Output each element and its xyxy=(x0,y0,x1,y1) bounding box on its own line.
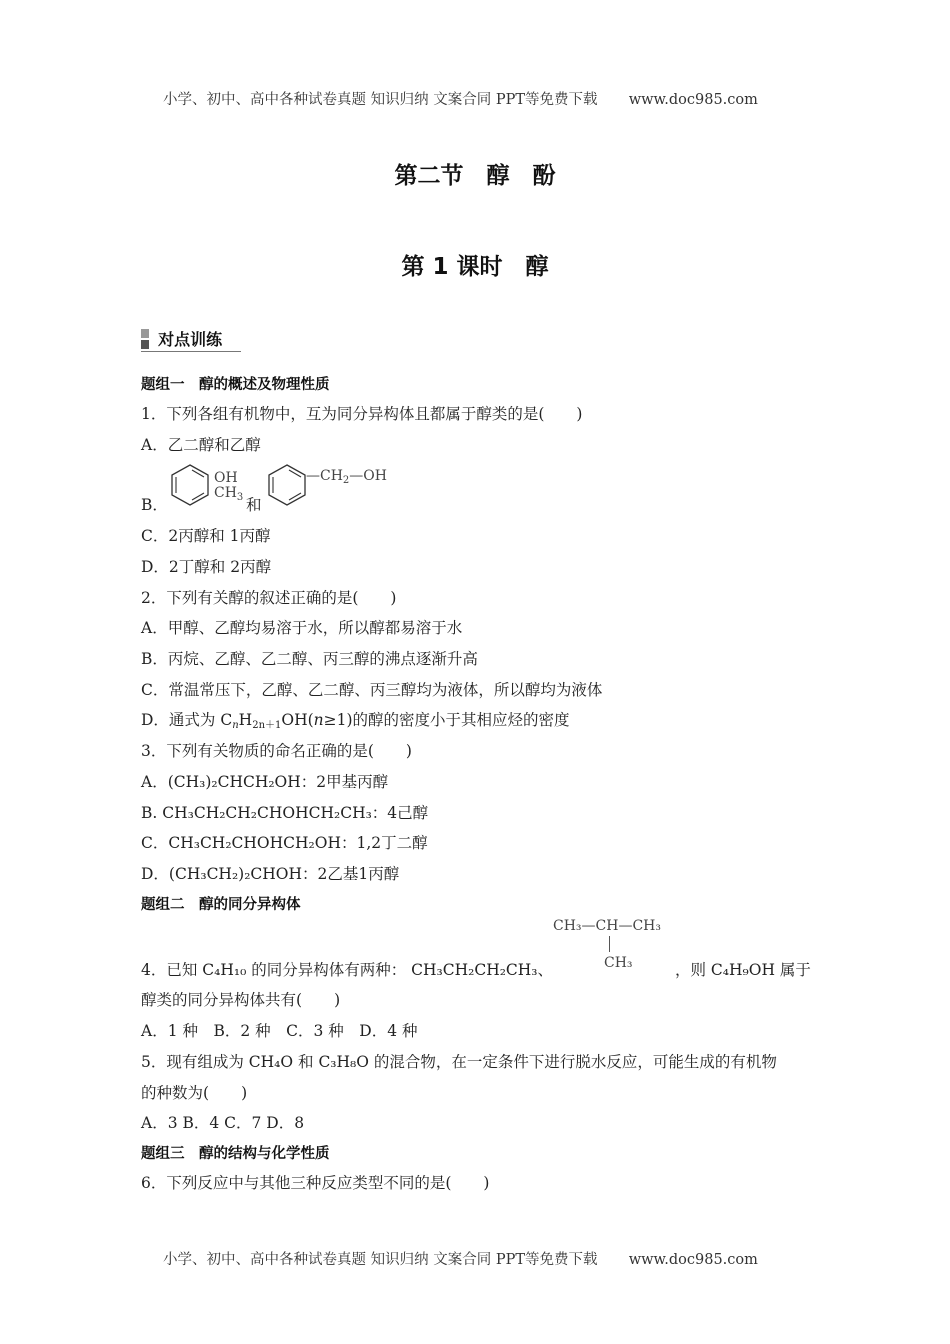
question-5: 5．现有组成为 CH₄O 和 C₃H₈O 的混合物，在一定条件下进行脱水反应，可能生成的有机物 xyxy=(141,1053,777,1071)
question-1: 1．下列各组有机物中，互为同分异构体且都属于醇类的是( ) xyxy=(141,405,583,423)
question-6: 6．下列反应中与其他三种反应类型不同的是( ) xyxy=(141,1174,490,1192)
hydroxyl-group-1: OH xyxy=(214,470,238,486)
page-footer xyxy=(163,1248,758,1269)
isobutane-bond xyxy=(609,936,610,952)
question-2-stem: 2．下列有关醇的叙述正确的是( xyxy=(141,589,359,607)
q3-option-d: D．(CH₃CH₂)₂CHOH：2乙基1丙醇 xyxy=(141,865,400,883)
header-site: www.doc985.com xyxy=(628,92,758,108)
methyl-group: $CH_3$ xyxy=(214,485,244,503)
group-heading-3: 题组三 醇的结构与化学性质 xyxy=(141,1146,330,1162)
q1-option-d: D．2丁醇和 2丙醇 xyxy=(141,558,272,576)
q1-option-a: A．乙二醇和乙醇 xyxy=(141,436,261,454)
question-3: 3．下列有关物质的命名正确的是( ) xyxy=(141,742,412,760)
q1-option-b-label: B． xyxy=(141,496,168,514)
question-1-stem: 1．下列各组有机物中，互为同分异构体且都属于醇类的是( xyxy=(141,405,545,423)
q3-option-b: B. CH₃CH₂CH₂CHOHCH₂CH₃：4己醇 xyxy=(141,804,429,822)
question-5-line2: 的种数为( ) xyxy=(141,1084,248,1102)
question-3-stem: 3．下列有关物质的命名正确的是( xyxy=(141,742,374,760)
q2-option-c: C．常温常压下，乙醇、乙二醇、丙三醇均为液体，所以醇均为液体 xyxy=(141,681,603,699)
section-title: 第二节 醇 酚 xyxy=(394,163,556,189)
badge-icon xyxy=(141,329,149,349)
lesson-title: 第 1 课时 醇 xyxy=(401,254,549,280)
q4-options: A．1 种 B．2 种 C．3 种 D．4 种 xyxy=(141,1022,418,1040)
question-4-tail: ，则 C₄H₉OH 属于 xyxy=(675,961,811,979)
header-text: 小学、初中、高中各种试卷真题 知识归纳 文案合同 PPT等免费下载 xyxy=(163,92,598,108)
q2-option-a: A．甲醇、乙醇均易溶于水，所以醇都易溶于水 xyxy=(141,619,463,637)
isobutane-top: CH₃—CH—CH₃ xyxy=(553,918,661,934)
group-heading-1: 题组一 醇的概述及物理性质 xyxy=(141,377,330,393)
question-4-line2: 醇类的同分异构体共有( ) xyxy=(141,991,341,1009)
footer-text: 小学、初中、高中各种试卷真题 知识归纳 文案合同 PPT等免费下载 xyxy=(163,1252,598,1268)
badge-label: 对点训练 xyxy=(158,330,223,349)
ch2-oh-group: $—CH_2—OH$ xyxy=(306,468,387,486)
footer-site: www.doc985.com xyxy=(628,1252,758,1268)
page-header xyxy=(163,88,758,109)
q3-option-c: C．CH₃CH₂CHOHCH₂OH：1,2丁二醇 xyxy=(141,834,428,852)
question-2: 2．下列有关醇的叙述正确的是( ) xyxy=(141,589,397,607)
benzene-ring-1 xyxy=(164,462,216,506)
question-6-stem: 6．下列反应中与其他三种反应类型不同的是( xyxy=(141,1174,452,1192)
badge-underline xyxy=(141,351,241,352)
and-text: 和 xyxy=(246,496,262,514)
group-heading-2: 题组二 醇的同分异构体 xyxy=(141,897,301,913)
q2-option-b: B．丙烷、乙醇、乙二醇、丙三醇的沸点逐渐升高 xyxy=(141,650,478,668)
q3-option-a: A．(CH₃)₂CHCH₂OH：2甲基丙醇 xyxy=(141,773,389,791)
q1-option-c: C．2丙醇和 1丙醇 xyxy=(141,527,271,545)
q5-options: A．3 B．4 C．7 D．8 xyxy=(141,1114,305,1132)
question-4: 4．已知 C₄H₁₀ 的同分异构体有两种： CH₃CH₂CH₂CH₃、 xyxy=(141,961,554,979)
q2-option-d: D．通式为 $C_nH_{2n+1}OH(n\ge 1)$的醇的密度小于其相应烃的密度 xyxy=(141,711,570,731)
isobutane-bottom: CH₃ xyxy=(604,955,633,971)
practice-badge xyxy=(141,327,222,350)
